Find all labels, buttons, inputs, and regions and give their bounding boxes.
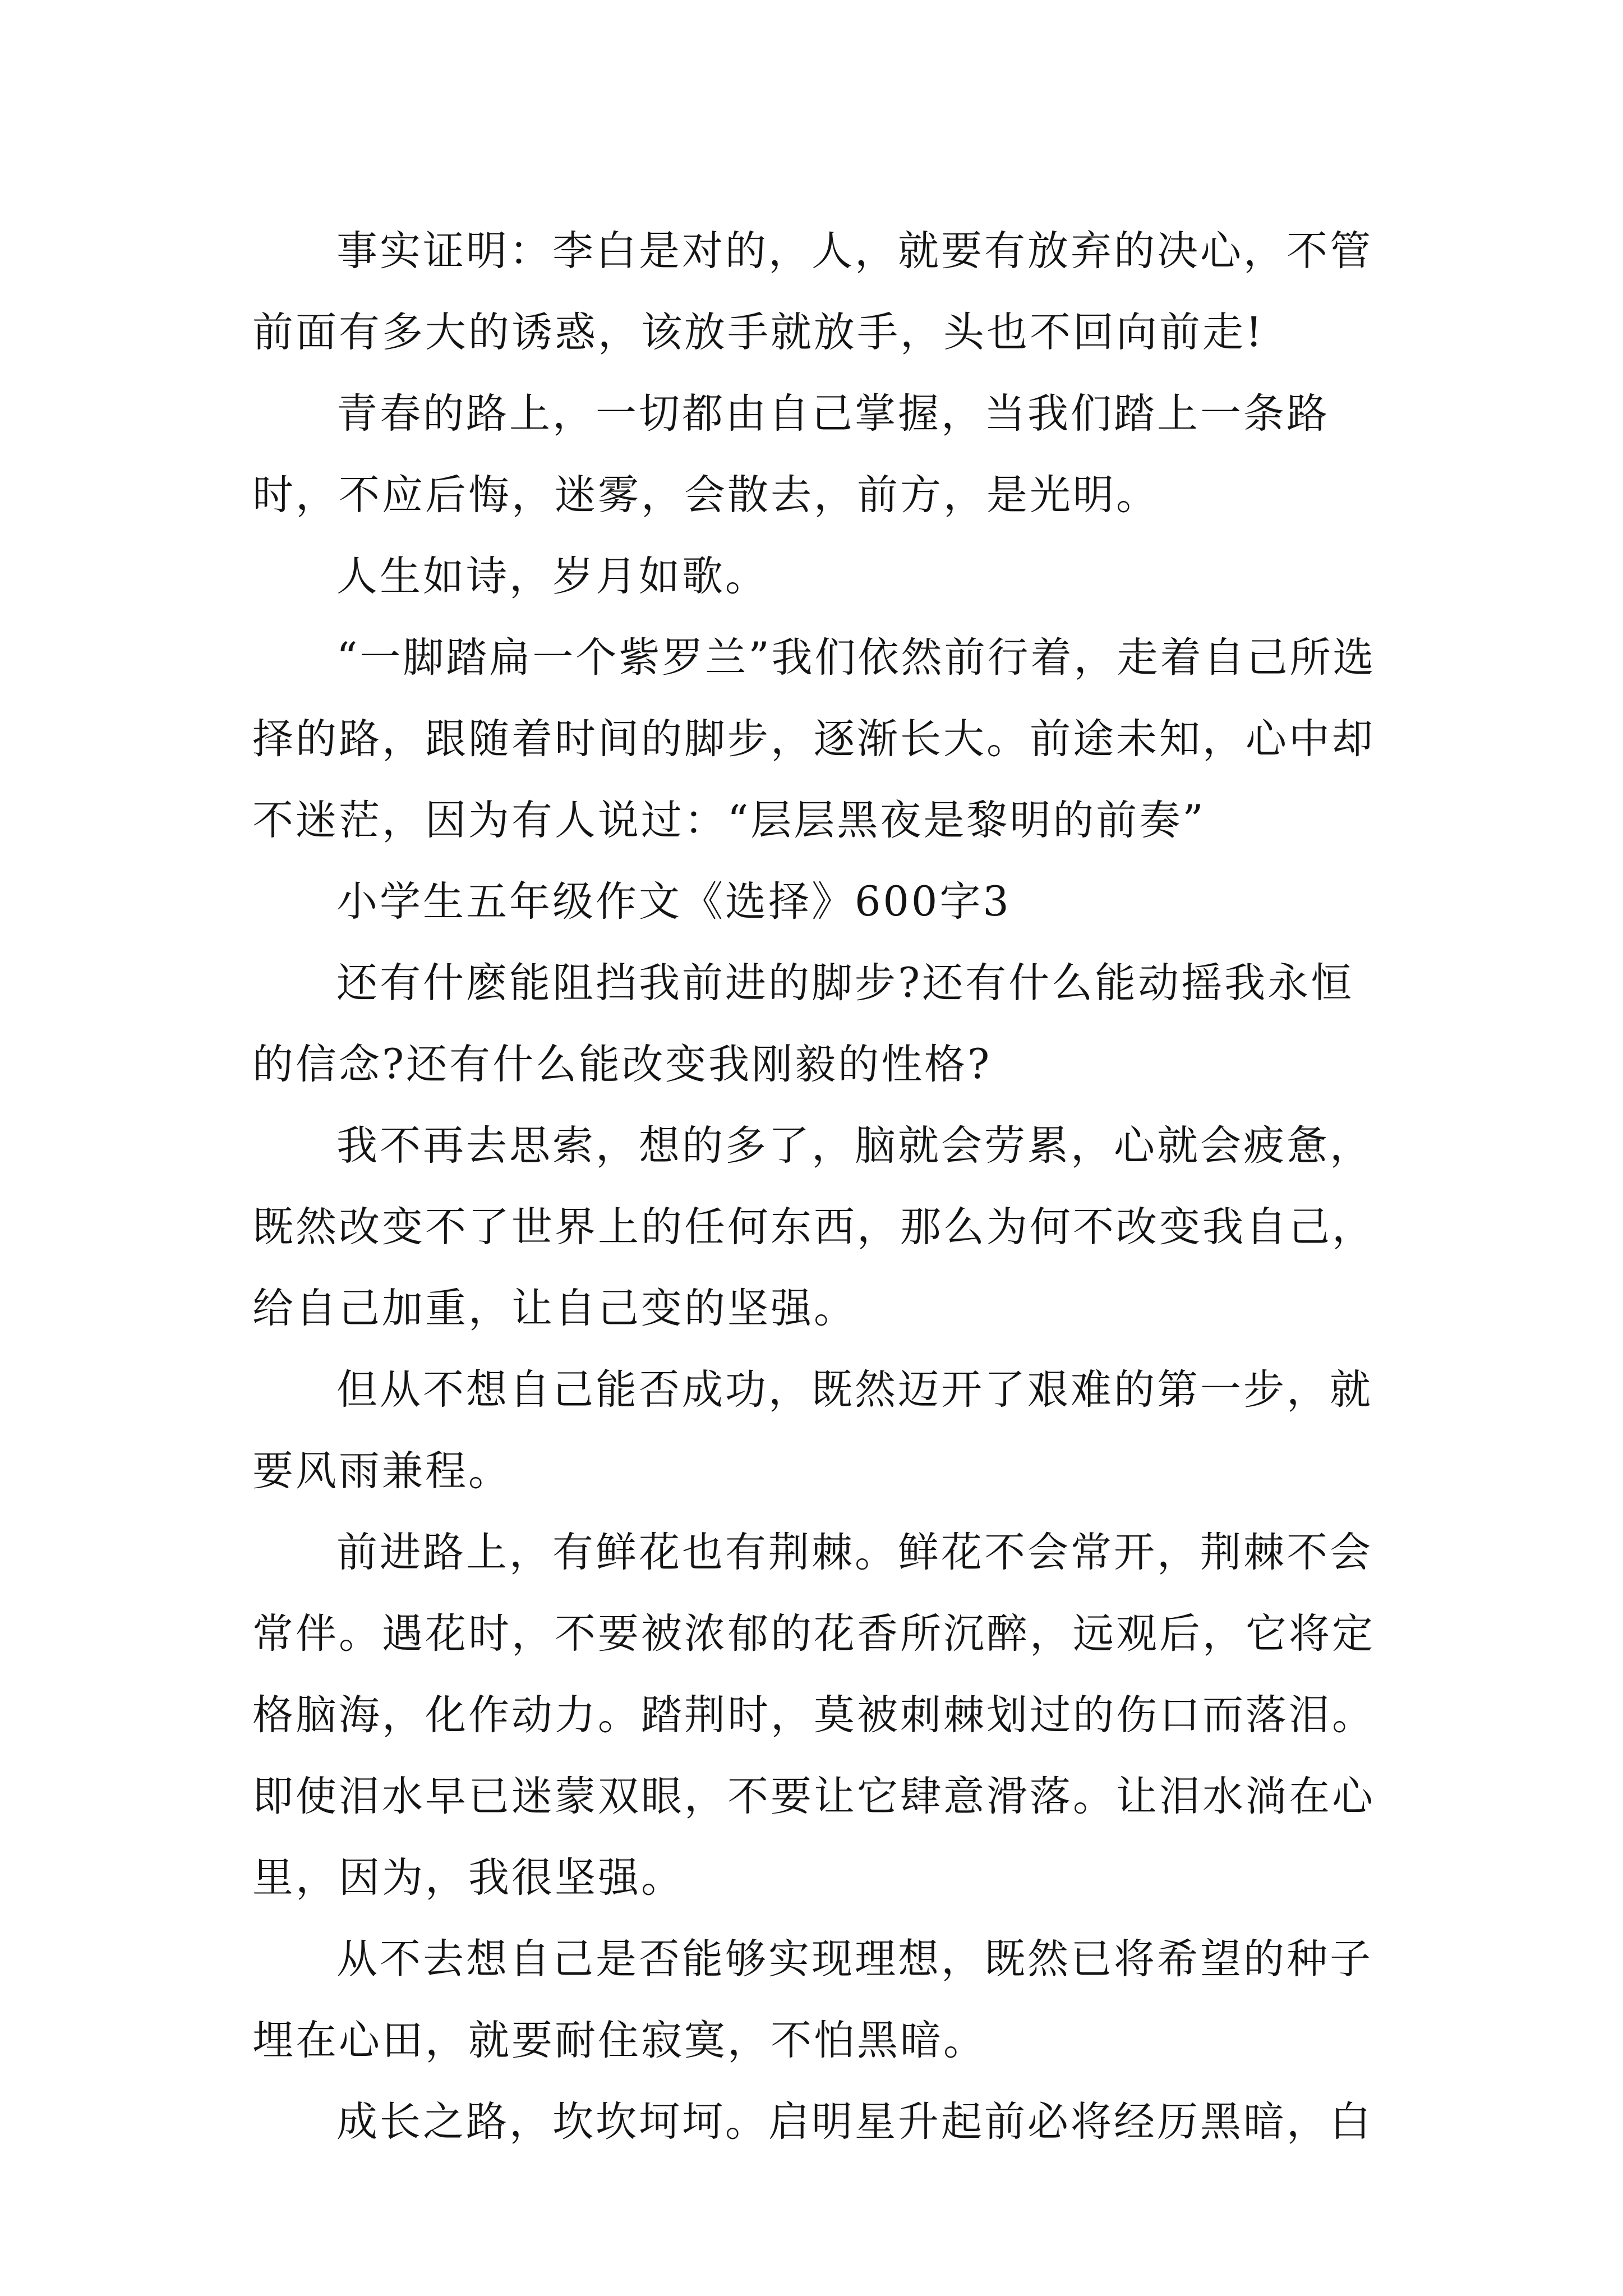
paragraph: 人生如诗，岁月如歌。: [336, 553, 768, 600]
paragraph: 前进路上，有鲜花也有荆棘。鲜花不会常开，荆棘不会常伴。遇花时，不要被浓郁的花香所沉醉，远观后，它将定格脑海，化作动力。踏荆时，莫被刺棘划过的伤口而落泪。即使泪水早已迷蒙双眼，不要让它肆意滑落。让泪水淌在心里，因为，我很坚强。: [252, 1529, 1375, 1902]
paragraph: 从不去想自己是否能够实现理想，既然已将希望的种子埋在心田，就要耐住寂寞，不怕黑暗。: [252, 1935, 1373, 2064]
paragraph: “一脚踏扁一个紫罗兰”我们依然前行着，走着自己所选择的路，跟随着时间的脚步，逐渐长大。前途未知，心中却不迷茫，因为有人说过：“层层黑夜是黎明的前奏”: [252, 634, 1376, 844]
paragraph: 成长之路，坎坎坷坷。启明星升起前必将经历黑暗，白: [336, 2098, 1373, 2146]
section-heading: 小学生五年级作文《选择》600字3: [336, 878, 1011, 926]
paragraph: 青春的路上，一切都由自己掌握，当我们踏上一条路时，不应后悔，迷雾，会散去，前方，是光明。: [252, 390, 1330, 519]
paragraph: 我不再去思索，想的多了，脑就会劳累，心就会疲惫，既然改变不了世界上的任何东西，那么为何不改变我自己，给自己加重，让自己变的坚强。: [252, 1122, 1375, 1332]
paragraph: 但从不想自己能否成功，既然迈开了艰难的第一步，就要风雨兼程。: [252, 1366, 1373, 1495]
paragraph: 事实证明：李白是对的，人，就要有放弃的决心，不管前面有多大的诱惑，该放手就放手，头也不回向前走!: [252, 227, 1373, 356]
document-body: [252, 210, 1396, 2162]
paragraph: 还有什麽能阻挡我前进的脚步?还有什么能动摇我永恒的信念?还有什么能改变我刚毅的性格?: [252, 959, 1354, 1088]
